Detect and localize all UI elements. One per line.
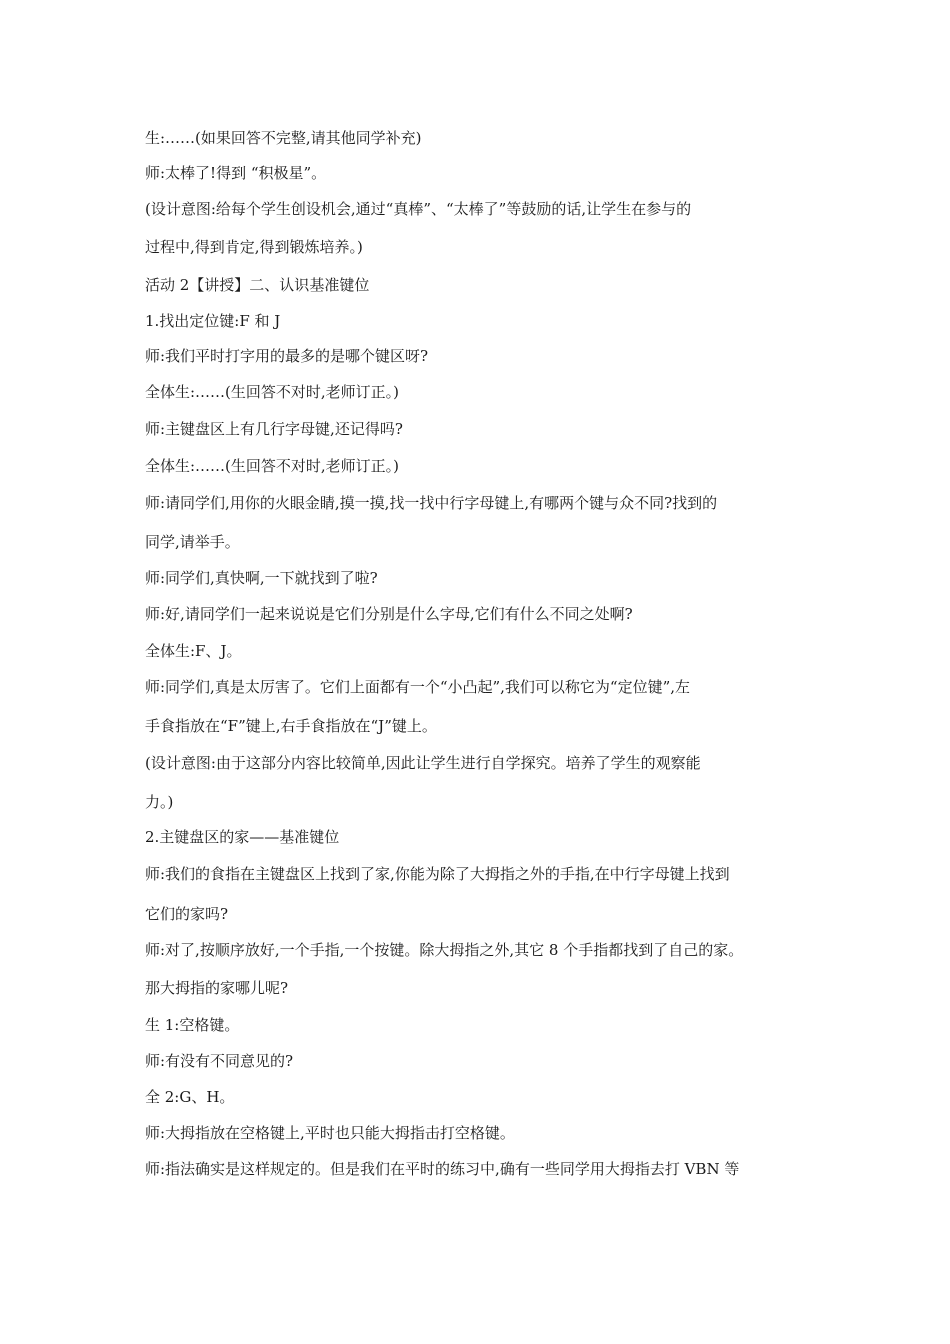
text-line: 师:主键盘区上有几行字母键,还记得吗? — [145, 420, 403, 438]
text-line: 全体生:……(生回答不对时,老师订正。) — [145, 383, 400, 401]
text-line: 师:大拇指放在空格键上,平时也只能大拇指击打空格键。 — [145, 1124, 515, 1142]
text-line: 师:对了,按顺序放好,一个手指,一个按键。除大拇指之外,其它 8 个手指都找到了自己的家。 — [145, 941, 744, 959]
text-line: 师:同学们,真是太厉害了。它们上面都有一个“小凸起”,我们可以称它为“定位键”,左 — [145, 678, 691, 696]
text-line: 全 2:G、H。 — [145, 1088, 235, 1106]
text-line: 同学,请举手。 — [145, 533, 240, 551]
text-line: 师:指法确实是这样规定的。但是我们在平时的练习中,确有一些同学用大拇指去打 VBN 等 — [145, 1160, 740, 1178]
text-line: 师:好,请同学们一起来说说是它们分别是什么字母,它们有什么不同之处啊? — [145, 605, 633, 623]
text-line: 全体生:F、J。 — [145, 642, 242, 660]
text-line: 师:有没有不同意见的? — [145, 1052, 294, 1070]
text-line: 师:我们平时打字用的最多的是哪个键区呀? — [145, 347, 429, 365]
text-line: 过程中,得到肯定,得到锻炼培养。) — [145, 238, 363, 256]
text-line: 师:同学们,真快啊,一下就找到了啦? — [145, 569, 378, 587]
subsection-heading: 2.主键盘区的家——基准键位 — [145, 828, 340, 846]
subsection-heading: 1.找出定位键:F 和 J — [145, 312, 281, 330]
text-line: 师:太棒了!得到 “积极星”。 — [145, 164, 327, 182]
section-heading: 活动 2【讲授】二、认识基准键位 — [145, 276, 370, 294]
text-line: (设计意图:由于这部分内容比较简单,因此让学生进行自学探究。培养了学生的观察能 — [145, 754, 701, 772]
text-line: 师:请同学们,用你的火眼金睛,摸一摸,找一找中行字母键上,有哪两个键与众不同?找到的 — [145, 494, 718, 512]
text-line: 师:我们的食指在主键盘区上找到了家,你能为除了大拇指之外的手指,在中行字母键上找到 — [145, 865, 730, 883]
text-line: 那大拇指的家哪儿呢? — [145, 979, 289, 997]
text-line: (设计意图:给每个学生创设机会,通过“真棒”、“太棒了”等鼓励的话,让学生在参与的 — [145, 200, 692, 218]
text-line: 它们的家吗? — [145, 905, 229, 923]
text-line: 生 1:空格键。 — [145, 1016, 240, 1034]
text-line: 生:……(如果回答不完整,请其他同学补充) — [145, 129, 422, 147]
text-line: 手食指放在“F”键上,右手食指放在“J”键上。 — [145, 717, 437, 735]
text-line: 全体生:……(生回答不对时,老师订正。) — [145, 457, 400, 475]
text-line: 力。) — [145, 793, 174, 811]
